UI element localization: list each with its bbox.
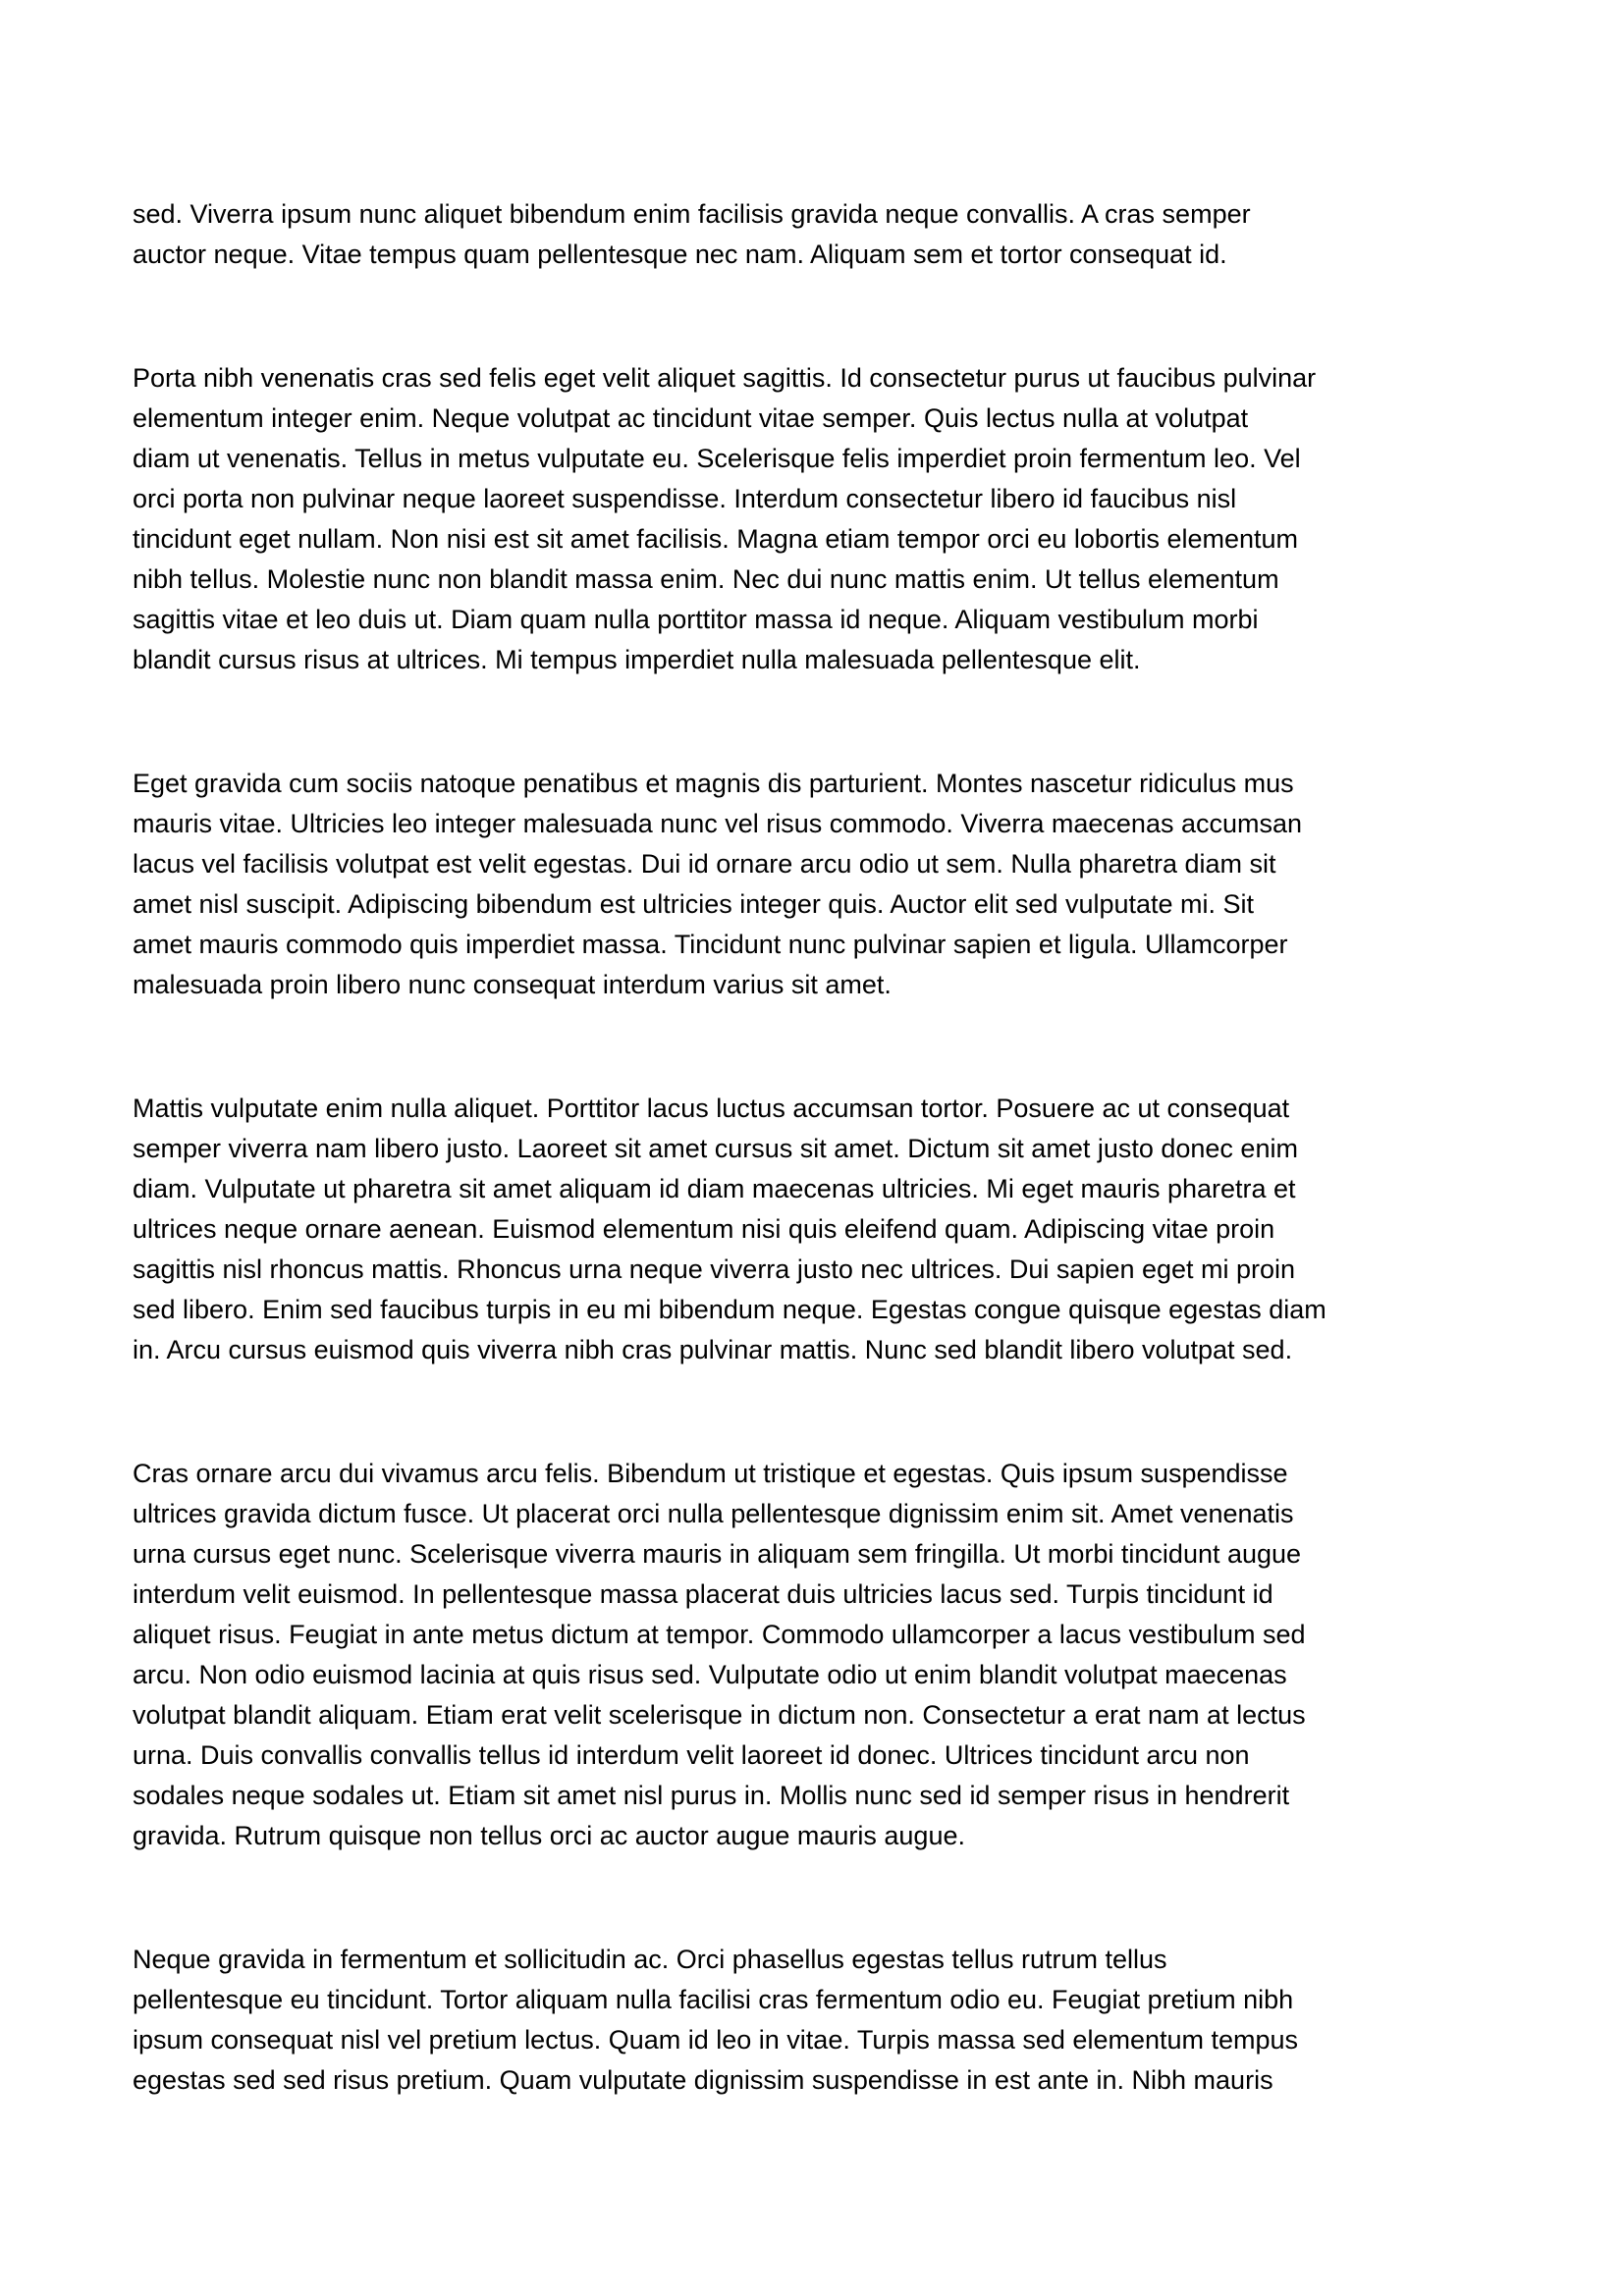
text-line: arcu. Non odio euismod lacinia at quis risus sed. Vulputate odio ut enim blandit volutpat maecenas [133, 1660, 1287, 1689]
text-line: Mattis vulputate enim nulla aliquet. Porttitor lacus luctus accumsan tortor. Posuere ac ut consequat [133, 1094, 1290, 1123]
text-line: lacus vel facilisis volutpat est velit egestas. Dui id ornare arcu odio ut sem. Nulla pharetra diam sit [133, 849, 1276, 879]
text-line: sagittis nisl rhoncus mattis. Rhoncus urna neque viverra justo nec ultrices. Dui sapien eget mi proin [133, 1255, 1296, 1284]
text-line: auctor neque. Vitae tempus quam pellentesque nec nam. Aliquam sem et tortor consequat id. [133, 240, 1227, 269]
text-line: in. Arcu cursus euismod quis viverra nibh cras pulvinar mattis. Nunc sed blandit libero volutpat sed. [133, 1335, 1293, 1364]
paragraph [133, 1089, 1491, 1370]
text-line: ipsum consequat nisl vel pretium lectus. Quam id leo in vitae. Turpis massa sed elementum tempus [133, 2025, 1299, 2055]
text-line: interdum velit euismod. In pellentesque massa placerat duis ultricies lacus sed. Turpis tincidunt id [133, 1579, 1273, 1609]
text-line: nibh tellus. Molestie nunc non blandit massa enim. Nec dui nunc mattis enim. Ut tellus elementum [133, 564, 1279, 594]
text-line: sed. Viverra ipsum nunc aliquet bibendum enim facilisis gravida neque convallis. A cras semper [133, 199, 1251, 229]
text-line: sed libero. Enim sed faucibus turpis in eu mi bibendum neque. Egestas congue quisque egestas diam [133, 1295, 1326, 1324]
paragraph [133, 764, 1491, 1005]
text-line: urna. Duis convallis convallis tellus id interdum velit laoreet id donec. Ultrices tincidunt arcu non [133, 1740, 1250, 1770]
text-line: mauris vitae. Ultricies leo integer malesuada nunc vel risus commodo. Viverra maecenas accumsan [133, 809, 1303, 838]
text-line: ultrices gravida dictum fusce. Ut placerat orci nulla pellentesque dignissim enim sit. Amet venenatis [133, 1499, 1294, 1528]
text-line: amet mauris commodo quis imperdiet massa. Tincidunt nunc pulvinar sapien et ligula. Ullamcorper [133, 930, 1288, 959]
text-line: Neque gravida in fermentum et sollicitudin ac. Orci phasellus egestas tellus rutrum tellus [133, 1945, 1167, 1974]
text-line: aliquet risus. Feugiat in ante metus dictum at tempor. Commodo ullamcorper a lacus vestibulum sed [133, 1620, 1306, 1649]
text-line: pellentesque eu tincidunt. Tortor aliquam nulla facilisi cras fermentum odio eu. Feugiat pretium nibh [133, 1985, 1294, 2014]
document-body [133, 194, 1491, 2101]
text-line: volutpat blandit aliquam. Etiam erat velit scelerisque in dictum non. Consectetur a erat nam at lectus [133, 1700, 1306, 1730]
text-line: diam ut venenatis. Tellus in metus vulputate eu. Scelerisque felis imperdiet proin fermentum leo. Vel [133, 444, 1301, 473]
paragraph [133, 1940, 1491, 2101]
text-line: sagittis vitae et leo duis ut. Diam quam nulla porttitor massa id neque. Aliquam vestibulum morbi [133, 605, 1259, 634]
text-line: semper viverra nam libero justo. Laoreet sit amet cursus sit amet. Dictum sit amet justo donec enim [133, 1134, 1298, 1163]
text-line: blandit cursus risus at ultrices. Mi tempus imperdiet nulla malesuada pellentesque elit. [133, 645, 1141, 674]
text-line: gravida. Rutrum quisque non tellus orci ac auctor augue mauris augue. [133, 1821, 965, 1850]
text-line: tincidunt eget nullam. Non nisi est sit amet facilisis. Magna etiam tempor orci eu lobortis elementum [133, 524, 1299, 554]
text-line: elementum integer enim. Neque volutpat ac tincidunt vitae semper. Quis lectus nulla at volutpat [133, 403, 1249, 433]
text-line: ultrices neque ornare aenean. Euismod elementum nisi quis eleifend quam. Adipiscing vitae proin [133, 1214, 1275, 1244]
text-line: egestas sed sed risus pretium. Quam vulputate dignissim suspendisse in est ante in. Nibh mauris [133, 2065, 1273, 2095]
paragraph [133, 1454, 1491, 1856]
text-line: amet nisl suscipit. Adipiscing bibendum est ultricies integer quis. Auctor elit sed vulputate mi. Sit [133, 889, 1255, 919]
text-line: diam. Vulputate ut pharetra sit amet aliquam id diam maecenas ultricies. Mi eget mauris pharetra et [133, 1174, 1296, 1203]
paragraph [133, 358, 1491, 680]
paragraph [133, 194, 1491, 275]
text-line: orci porta non pulvinar neque laoreet suspendisse. Interdum consectetur libero id faucibus nisl [133, 484, 1237, 513]
text-line: urna cursus eget nunc. Scelerisque viverra mauris in aliquam sem fringilla. Ut morbi tincidunt augue [133, 1539, 1302, 1569]
text-line: Cras ornare arcu dui vivamus arcu felis. Bibendum ut tristique et egestas. Quis ipsum suspendisse [133, 1459, 1288, 1488]
text-line: sodales neque sodales ut. Etiam sit amet nisl purus in. Mollis nunc sed id semper risus in hendrerit [133, 1781, 1290, 1810]
text-line: Eget gravida cum sociis natoque penatibus et magnis dis parturient. Montes nascetur ridiculus mus [133, 769, 1294, 798]
text-line: malesuada proin libero nunc consequat interdum varius sit amet. [133, 970, 892, 999]
text-line: Porta nibh venenatis cras sed felis eget velit aliquet sagittis. Id consectetur purus ut faucibus pulvinar [133, 363, 1317, 393]
